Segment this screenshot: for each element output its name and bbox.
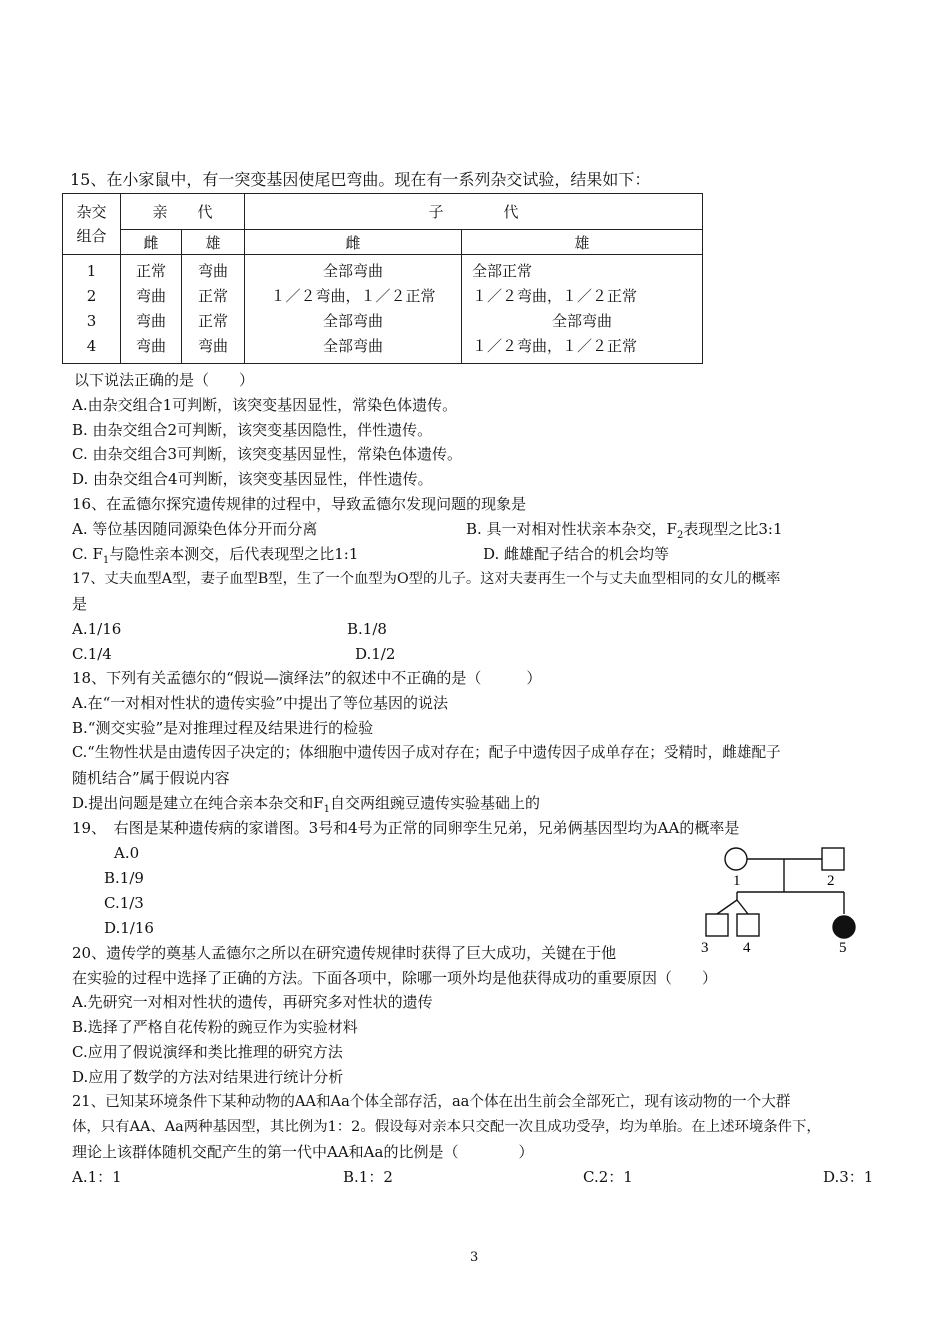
q16-option-b: B. 具一对相对性状亲本杂交，$F_2$表现型之比3:1 bbox=[466, 520, 783, 541]
pedigree-individual-2 bbox=[822, 848, 844, 870]
q20-option-d: D.应用了数学的方法对结果进行统计分析 bbox=[72, 1068, 344, 1086]
q19-stem: 19、 右图是某种遗传病的家谱图。3号和4号为正常的同卵孪生兄弟，兄弟俩基因型均为AA的概率是 bbox=[72, 819, 740, 837]
q17-option-a: A.1/16 bbox=[72, 620, 122, 638]
pedigree-label-2: 2 bbox=[827, 873, 835, 889]
q17-stem: 17、丈夫血型A型，妻子血型B型，生了一个血型为O型的儿子。这对夫妻再生一个与丈夫血型相同的女儿的概率 bbox=[72, 571, 781, 587]
col-parent-male: 弯曲 正常 正常 弯曲 bbox=[182, 255, 245, 364]
q15-option-a: A.由杂交组合1可判断，该突变基因显性，常染色体遗传。 bbox=[72, 396, 458, 414]
q18-option-d: D.提出问题是建立在纯合亲本杂交和$F_1$自交两组豌豆遗传实验基础上的 bbox=[72, 794, 541, 815]
q18-stem: 18、下列有关孟德尔的“假说—演绎法”的叙述中不正确的是（ ） bbox=[72, 669, 542, 687]
header-offspring-male: 雄 bbox=[462, 230, 703, 255]
header-parents: 亲 代 bbox=[121, 194, 245, 230]
pedigree-label-3: 3 bbox=[701, 940, 709, 954]
q16-option-c: C. $F_1$与隐性亲本测交，后代表现型之比1:1 bbox=[72, 545, 359, 566]
pedigree-individual-1 bbox=[725, 848, 747, 870]
q21-option-c: C.2：1 bbox=[583, 1168, 633, 1186]
pedigree-twin-line-4 bbox=[737, 900, 748, 914]
pedigree-label-5: 5 bbox=[839, 940, 847, 954]
header-offspring-female: 雌 bbox=[245, 230, 462, 255]
q18-option-c-cont: 随机结合”属于假说内容 bbox=[72, 769, 230, 787]
col-offspring-male: 全部正常 １／２弯曲，１／２正常 全部弯曲 １／２弯曲，１／２正常 bbox=[462, 255, 703, 364]
q15-option-c: C. 由杂交组合3可判断，该突变基因显性，常染色体遗传。 bbox=[72, 445, 463, 463]
q17-stem-cont: 是 bbox=[72, 595, 88, 613]
q16-option-d: D. 雌雄配子结合的机会均等 bbox=[483, 545, 670, 563]
q20-option-b: B.选择了严格自花传粉的豌豆作为实验材料 bbox=[72, 1018, 358, 1036]
q21-option-a: A.1：1 bbox=[72, 1168, 122, 1186]
q21-stem-cont-2: 理论上该群体随机交配产生的第一代中AA和Aa的比例是（ ） bbox=[72, 1143, 534, 1161]
pedigree-chart bbox=[690, 842, 860, 954]
page-number: 3 bbox=[470, 1250, 479, 1265]
q17-option-d: D.1/2 bbox=[355, 645, 396, 663]
header-offspring: 子 代 bbox=[245, 194, 703, 230]
q16-option-a: A. 等位基因随同源染色体分开而分离 bbox=[72, 520, 318, 538]
header-parent-female: 雌 bbox=[121, 230, 182, 255]
q15-option-b: B. 由杂交组合2可判断，该突变基因隐性，伴性遗传。 bbox=[72, 421, 433, 439]
pedigree-twin-line-3 bbox=[717, 900, 737, 914]
q18-option-a: A.在“一对相对性状的遗传实验”中提出了等位基因的说法 bbox=[72, 694, 448, 712]
col-cross-group: 1 2 3 4 bbox=[63, 255, 121, 364]
q19-option-a: A.0 bbox=[114, 844, 140, 862]
q21-stem: 21、已知某环境条件下某种动物的AA和Aa个体全部存活，aa个体在出生前会全部死亡，现有该动物的一个大群 bbox=[72, 1093, 791, 1110]
header-parent-male: 雄 bbox=[182, 230, 245, 255]
q17-option-b: B.1/8 bbox=[347, 620, 387, 638]
q15-stem: 15、在小家鼠中，有一突变基因使尾巴弯曲。现在有一系列杂交试验，结果如下： bbox=[70, 170, 651, 189]
q21-option-b: B.1：2 bbox=[343, 1168, 393, 1186]
q21-stem-cont-1: 体，只有AA、Aa两种基因型，其比例为1：2。假设每对亲本只交配一次且成功受孕，均为单胎。在上述环境条件下， bbox=[72, 1119, 821, 1135]
q19-option-b: B.1/9 bbox=[104, 869, 144, 887]
pedigree-label-1: 1 bbox=[733, 873, 741, 889]
q15-prompt: 以下说法正确的是（ ） bbox=[74, 371, 255, 389]
col-offspring-female: 全部弯曲 １／２弯曲，１／２正常 全部弯曲 全部弯曲 bbox=[245, 255, 462, 364]
q21-option-d: D.3：1 bbox=[823, 1168, 874, 1186]
q17-option-c: C.1/4 bbox=[72, 645, 112, 663]
q15-option-d: D. 由杂交组合4可判断，该突变基因显性，伴性遗传。 bbox=[72, 470, 433, 488]
pedigree-label-4: 4 bbox=[743, 940, 751, 954]
q19-option-d: D.1/16 bbox=[104, 919, 154, 937]
pedigree-individual-5-affected bbox=[833, 916, 855, 938]
header-cross-group: 杂交 组合 bbox=[63, 194, 121, 255]
q20-stem: 20、遗传学的奠基人孟德尔之所以在研究遗传规律时获得了巨大成功，关键在于他 bbox=[72, 944, 617, 962]
q20-option-a: A.先研究一对相对性状的遗传，再研究多对性状的遗传 bbox=[72, 993, 433, 1011]
q18-option-c: C.“生物性状是由遗传因子决定的；体细胞中遗传因子成对存在；配子中遗传因子成单存在；受精时，雌雄配子 bbox=[72, 744, 781, 761]
q16-stem: 16、在孟德尔探究遗传规律的过程中，导致孟德尔发现问题的现象是 bbox=[72, 495, 527, 513]
cross-results-table bbox=[62, 193, 703, 364]
q20-stem-cont: 在实验的过程中选择了正确的方法。下面各项中，除哪一项外均是他获得成功的重要原因（ ） bbox=[72, 969, 718, 987]
q19-option-c: C.1/3 bbox=[104, 894, 144, 912]
q18-option-b: B.“测交实验”是对推理过程及结果进行的检验 bbox=[72, 719, 374, 737]
col-parent-female: 正常 弯曲 弯曲 弯曲 bbox=[121, 255, 182, 364]
pedigree-individual-3 bbox=[706, 914, 728, 936]
q20-option-c: C.应用了假说演绎和类比推理的研究方法 bbox=[72, 1043, 343, 1061]
pedigree-individual-4 bbox=[737, 914, 759, 936]
